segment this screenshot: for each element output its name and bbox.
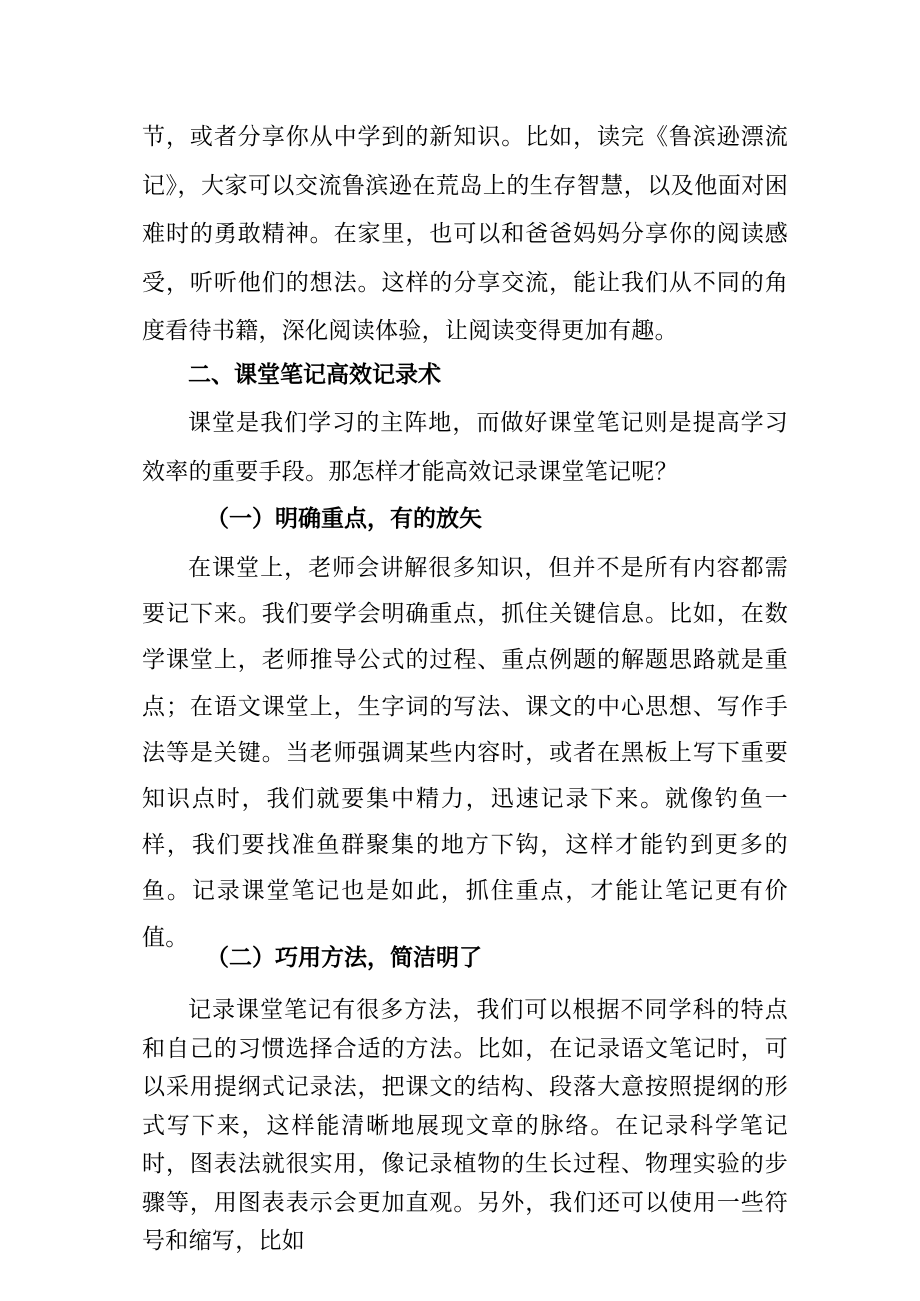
- subsection-heading-1: （一）明确重点，有的放矢: [206, 505, 482, 532]
- subsection-heading-2: （二）巧用方法，简洁明了: [206, 944, 482, 971]
- paragraph-section-2: 课堂是我们学习的主阵地，而做好课堂笔记则是提高学习效率的重要手段。那怎样才能高效记录课堂笔记呢？: [142, 410, 788, 485]
- paragraph-subsection-2: 记录课堂笔记有很多方法，我们可以根据不同学科的特点和自己的习惯选择合适的方法。比如，在记录语文笔记时，可以采用提纲式记录法，把课文的结构、段落大意按照提纲的形式写下来，这样能清晰地展现文章的脉络。在记录科学笔记时，图表法就很实用，像记录植物的生长过程、物理实验的步骤等，用图表表示会更加直观。另外，我们还可以使用一些符号和缩写，比如: [142, 997, 788, 1254]
- section-heading-2: 二、课堂笔记高效记录术: [188, 361, 441, 388]
- paragraph-intro: 节，或者分享你从中学到的新知识。比如，读完《鲁滨逊漂流记》，大家可以交流鲁滨逊在荒岛上的生存智慧，以及他面对困难时的勇敢精神。在家里，也可以和爸爸妈妈分享你的阅读感受，听听他们的想法。这样的分享交流，能让我们从不同的角度看待书籍，深化阅读体验，让阅读变得更加有趣。: [142, 124, 788, 345]
- paragraph-subsection-1: 在课堂上，老师会讲解很多知识，但并不是所有内容都需要记下来。我们要学会明确重点，抓住关键信息。比如，在数学课堂上，老师推导公式的过程、重点例题的解题思路就是重点；在语文课堂上，生字词的写法、课文的中心思想、写作手法等是关键。当老师强调某些内容时，或者在黑板上写下重要知识点时，我们就要集中精力，迅速记录下来。就像钓鱼一样，我们要找准鱼群聚集的地方下钩，这样才能钓到更多的鱼。记录课堂笔记也是如此，抓住重点，才能让笔记更有价值。: [142, 555, 788, 951]
